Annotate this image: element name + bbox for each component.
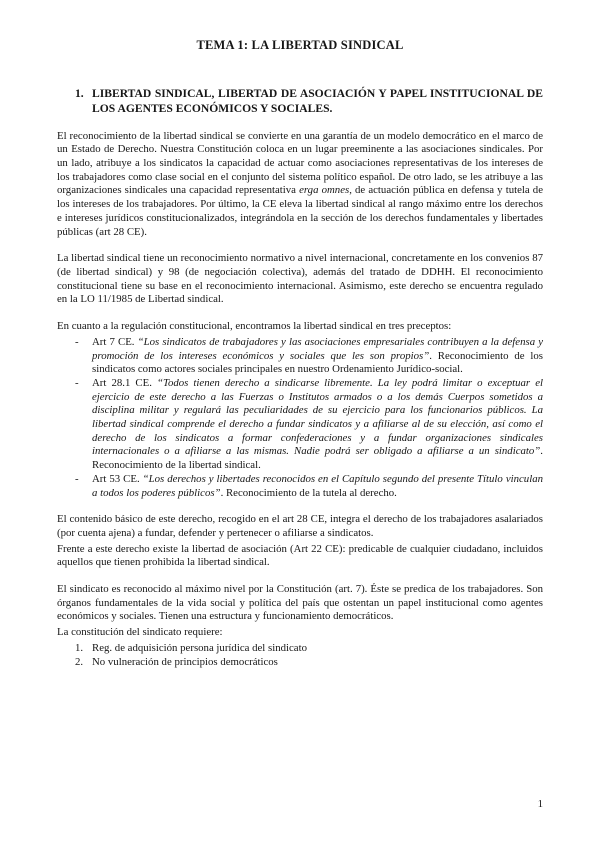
article-quote: “Los derechos y libertades reconocidos en el Capítulo segundo del presente Título vinculan a todos los poderes públicos” (92, 472, 543, 499)
section-heading (57, 87, 543, 117)
paragraph-3-intro: En cuanto a la regulación constitucional, encontramos la libertad sindical en tres preceptos: (57, 320, 452, 333)
section-title: LIBERTAD SINDICAL, LIBERTAD DE ASOCIACIÓN Y PAPEL INSTITUCIONAL DE LOS AGENTES ECONÓMICOS Y SOCIALES. (92, 87, 543, 115)
list-item-text (92, 473, 543, 500)
article-ref: Art 28.1 CE. (92, 376, 157, 389)
item-number: 1. (75, 641, 84, 654)
paragraph-1-text-b: , de actuación pública en defensa y tutela de los intereses de los trabajadores. Por último, la CE eleva la libertad sindical al rango máximo entre los derechos e intereses jurídicos constitucionalizados, integrándola en la sección de los derechos fundamentales y libertades públicas (art 28 CE). (57, 184, 543, 238)
numbered-item-2 (57, 656, 543, 670)
list-item-art28 (57, 377, 543, 473)
item-text: Reg. de adquisición persona jurídica del sindicato (92, 641, 307, 654)
article-note: . Reconocimiento de los sindicatos como actores sociales principales en nuestro Ordenamiento Jurídico-social. (92, 349, 543, 376)
article-quote: “Los sindicatos de trabajadores y las asociaciones empresariales contribuyen a la defensa y promoción de los intereses económicos y sociales que les son propios” (92, 335, 543, 362)
bullet-dash: - (75, 376, 79, 389)
paragraph-7-intro: La constitución del sindicato requiere: (57, 626, 223, 639)
preceptos-list (57, 336, 543, 500)
bullet-dash: - (75, 335, 79, 348)
item-text: No vulneración de principios democráticos (92, 655, 278, 668)
paragraph-4: El contenido básico de este derecho, recogido en el art 28 CE, integra el derecho de los trabajadores asalariados (por cuenta ajena) a fundar, defender y pertenecer o afiliarse a sindicatos. (57, 513, 543, 539)
list-item-art7 (57, 336, 543, 377)
article-ref: Art 53 CE. (92, 472, 143, 485)
paragraph-6: El sindicato es reconocido al máximo nivel por la Constitución (art. 7). Éste se predica de los trabajadores. Son órganos fundamentales de la vida social y política del país que ostentan un papel institucional como agentes económicos y sociales. Tienen una estructura y funcionamiento democráticos. (57, 583, 543, 623)
bullet-dash: - (75, 472, 79, 485)
article-note: . Reconocimiento de la tutela al derecho. (220, 486, 397, 499)
requisitos-list (57, 642, 543, 669)
paragraph-1-text-a: El reconocimiento de la libertad sindical se convierte en una garantía de un modelo democrático en el marco de un Estado de Derecho. Nuestra Constitución coloca en un lugar preeminente a las asociaciones sindicales. Por un lado, atribuye a los sindicatos la capacidad de actuar como asociaciones representativas de los intereses de los trabajadores como clase social en el conjunto del sistema político español. De otro lado, se les atribuye a las organizaciones sindicales una capacidad representativa (57, 129, 543, 197)
list-item-art53 (57, 473, 543, 500)
list-item-text (92, 377, 543, 473)
article-quote: “Todos tienen derecho a sindicarse libremente. La ley podrá limitar o exceptuar el ejercicio de este derecho a las Fuerzas o Institutos armados o a los demás Cuerpos sometidos a disciplina militar y regulará las peculiaridades de su ejercicio para los funcionarios públicos. La libertad sindical comprende el derecho a fundar sindicatos y a afiliarse al de su elección, así como el derecho de los sindicatos a formar confederaciones y a fundar organizaciones sindicales internacionales o a afiliarse a las mismas. Nadie podrá ser obligado a afiliarse a un sindicato” (92, 376, 543, 458)
section-number: 1. (75, 87, 84, 100)
paragraph-1 (57, 130, 543, 240)
latin-phrase: erga omnes (299, 184, 350, 197)
item-number: 2. (75, 655, 84, 668)
page-number: 1 (537, 798, 543, 810)
list-item-text (92, 336, 543, 377)
paragraph-2: La libertad sindical tiene un reconocimiento normativo a nivel internacional, concretamente en los convenios 87 (de libertad sindical) y 98 (de negociación colectiva), además del tratado de DDHH. El reconocimiento constitucional tiene su base en el reconocimiento internacional. Asimismo, este derecho se encuentra regulado en la LO 11/1985 de Libertad sindical. (57, 252, 543, 306)
article-ref: Art 7 CE. (92, 335, 138, 348)
article-note: . Reconocimiento de la libertad sindical. (92, 445, 543, 472)
document-title: TEMA 1: LA LIBERTAD SINDICAL (196, 38, 404, 52)
paragraph-5: Frente a este derecho existe la libertad de asociación (Art 22 CE): predicable de cualquier ciudadano, incluidos aquellos que tienen prohibida la libertad sindical. (57, 542, 543, 569)
numbered-item-1 (57, 642, 543, 656)
